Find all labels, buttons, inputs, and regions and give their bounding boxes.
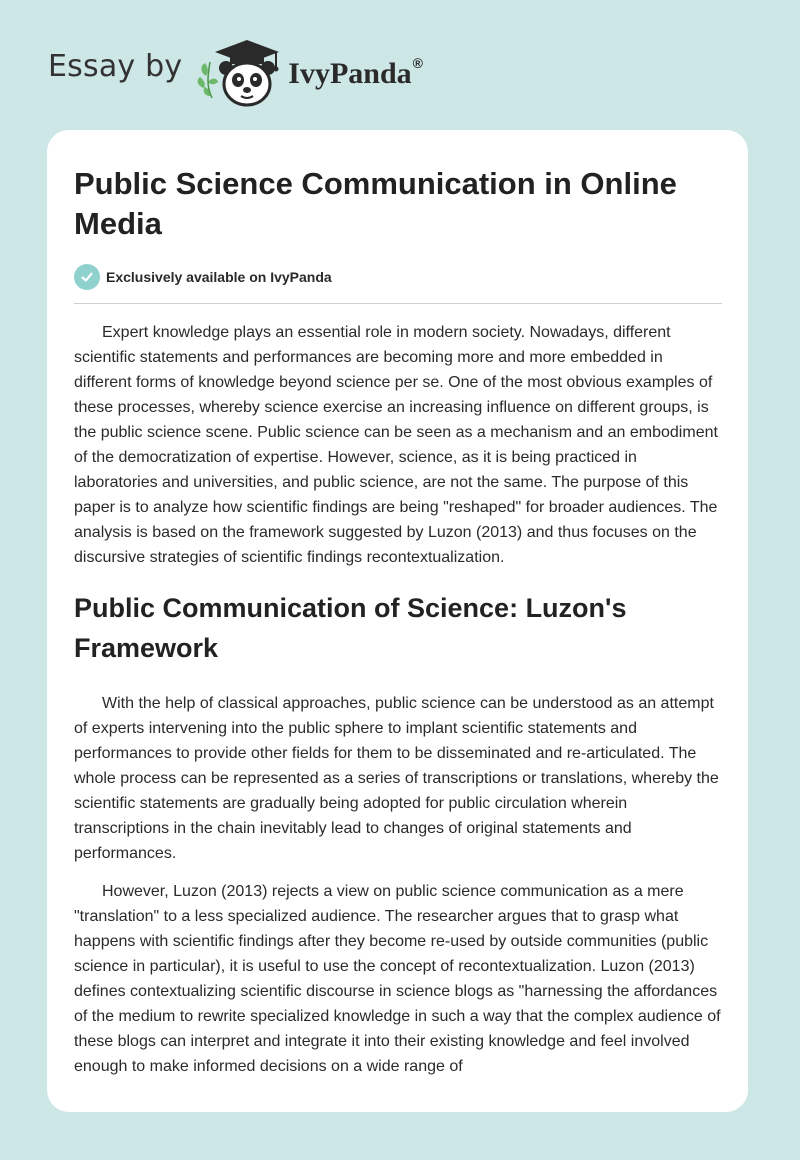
essay-content xyxy=(74,164,722,1092)
page-title: Public Science Communication in Online Media xyxy=(74,166,677,241)
exclusive-label: Exclusively available on IvyPanda xyxy=(106,269,332,285)
exclusive-badge xyxy=(74,263,722,291)
check-icon xyxy=(74,264,100,290)
ivypanda-logo-icon[interactable] xyxy=(196,32,282,108)
trademark-symbol: ® xyxy=(412,55,423,71)
body-paragraph: With the help of classical approaches, public science can be understood as an attempt of experts intervening into the public sphere to implant scientific statements and performances to provide other fields for them to be disseminated and re-articulated. The whole process can be represented as a series of transcriptions or translations, whereby the scientific statements are gradually being adopted for public circulation wherein transcriptions in the chain inevitably lead to changes of original statements and performances. xyxy=(74,695,719,862)
site-header xyxy=(48,30,423,110)
section-heading: Public Communication of Science: Luzon's Framework xyxy=(74,593,627,663)
brand-name[interactable]: IvyPanda® xyxy=(288,55,423,90)
divider xyxy=(74,303,722,304)
body-paragraph: However, Luzon (2013) rejects a view on public science communication as a mere "translation" to a less specialized audience. The researcher argues that to grasp what happens with scientific findings after they become re-used by outside communities (public science in particular), it is useful to use the concept of recontextualization. Luzon (2013) defines contextualizing scientific discourse in science blogs as "harnessing the affordances of the medium to rewrite specialized knowledge in such a way that the complex audience of these blogs can interpret and integrate it into their existing knowledge and feel involved enough to make informed decisions on a wide range of xyxy=(74,883,721,1075)
essay-card xyxy=(47,130,748,1112)
essay-by-label: Essay by xyxy=(48,48,183,84)
intro-paragraph: Expert knowledge plays an essential role in modern society. Nowadays, different scientific statements and performances are becoming more and more embedded in different forms of knowledge beyond science per se. One of the most obvious examples of these processes, whereby science exercise an increasing influence on different groups, is the public science scene. Public science can be seen as a mechanism and an embodiment of the democratization of expertise. However, science, as it is being practiced in laboratories and universities, and public science, are not the same. The purpose of this paper is to analyze how scientific findings are being "reshaped" for broader audiences. The analysis is based on the framework suggested by Luzon (2013) and thus focuses on the discursive strategies of scientific findings recontextualization. xyxy=(74,324,718,566)
